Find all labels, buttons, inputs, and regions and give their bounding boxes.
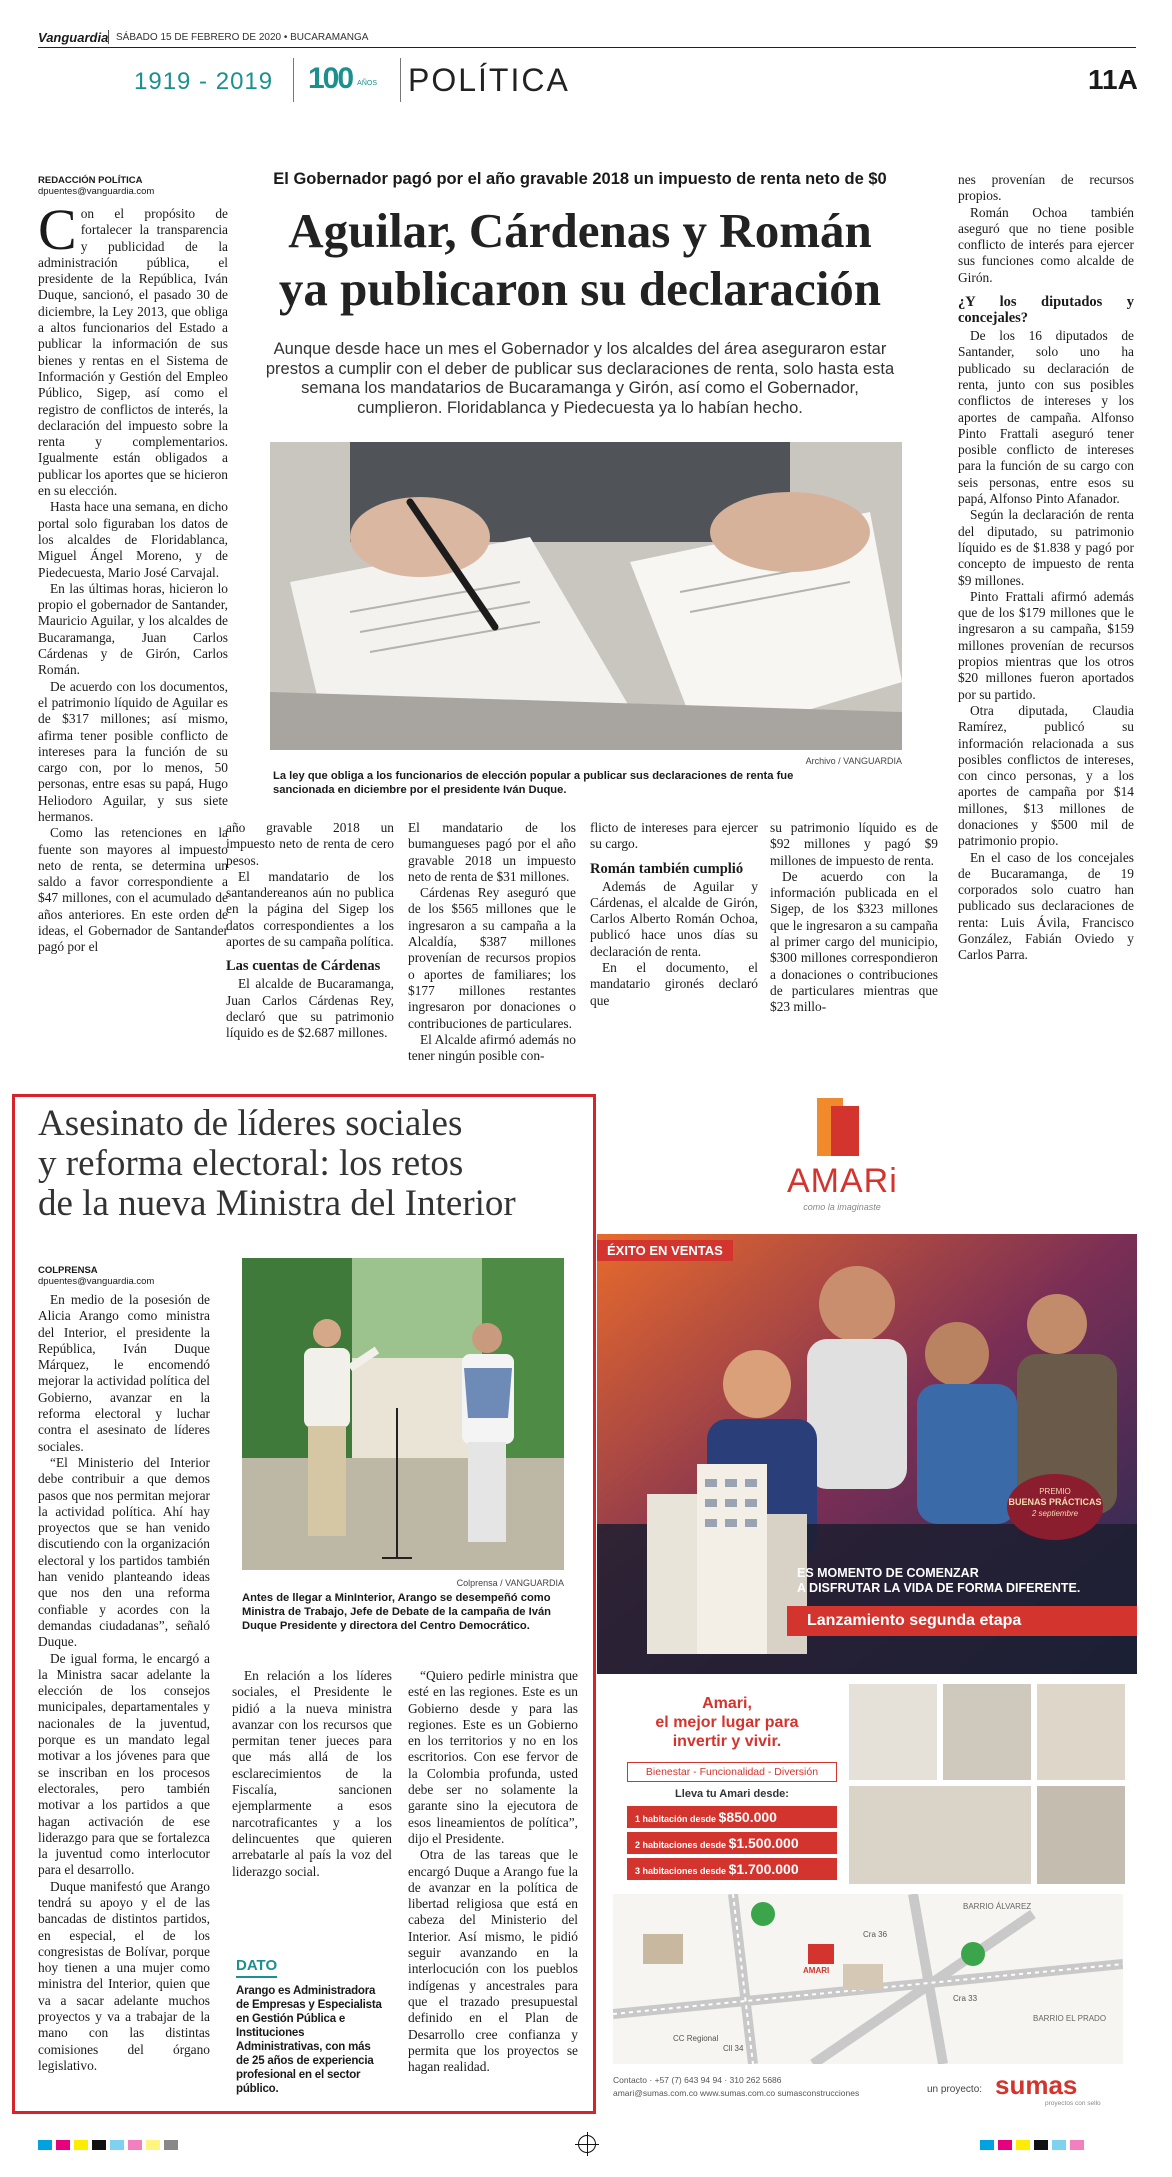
paragraph: Como las retenciones en la fuente son mayores al impuesto neto de renta, se determina un saldo a favor correspondiente a $47 millones, con el acumulado de años anteriores. En este orden de ideas, el Gobernador de Santander pagó por el <box>38 825 228 955</box>
apartment-photo <box>1037 1684 1125 1780</box>
centenary-logo <box>308 62 418 96</box>
signing-document-illustration <box>270 442 902 750</box>
paragraph: De los 16 diputados de Santander, solo uno ha publicado su declaración de renta, junto con sus posibles conflictos de intereses y los aportes de campaña. Alfonso Pinto Frattali aseguró tener posible conflicto de intereses para la función de su cargo con seis personas, entre esos su papá, Alfonso Pinto Afanador. <box>958 328 1134 507</box>
color-swatch <box>1052 2140 1066 2150</box>
dato-label: DATO <box>236 1957 277 1978</box>
paragraph: su patrimonio líquido es de $92 millones y pagó $9 millones de impuesto de renta. <box>770 820 938 868</box>
color-swatch <box>980 2140 994 2150</box>
byline-name: COLPRENSA <box>38 1265 98 1276</box>
second-col-2 <box>232 1668 392 1880</box>
registration-mark-icon <box>578 2135 596 2153</box>
years-label: 1919 - 2019 <box>134 68 274 95</box>
price-value: $850.000 <box>718 1809 777 1825</box>
color-swatch <box>128 2140 142 2150</box>
centenary-years: AÑOS <box>357 80 377 87</box>
main-photo <box>270 442 902 750</box>
paragraph: En el documento, el mandatario gironés declaró que <box>590 960 758 1008</box>
color-swatch <box>110 2140 124 2150</box>
sumas-logo: sumas <box>995 2070 1078 2100</box>
paragraph: De igual forma, le encargó a la Ministra sacar adelante la elección de los consejos municipales, departamentales y nacionales de la juventud, porque es un mandato legal motivar a los jóvenes para que se inscriban en los procesos electorales, pero también motivar a los partidos a que hagan activación de ese liderazgo para que se fortalezca la juventud como interlocutor para el desarrollo. <box>38 1650 210 1878</box>
location-map <box>613 1894 1123 2064</box>
amari-logo-mark <box>817 1098 859 1156</box>
paragraph: Según la declaración de renta del diputado, su patrimonio líquido es de $1.838 y pagó por concepto de impuesto de renta $9 millones. <box>958 507 1134 588</box>
byline-name: REDACCIÓN POLÍTICA <box>38 175 143 186</box>
main-col-4 <box>590 820 758 1009</box>
price-list <box>627 1806 837 1880</box>
pitch-line: Amari, <box>702 1695 752 1712</box>
paragraph: Otra de las tareas que le encargó Duque a Arango fue la de avanzar en la política de libertad religiosa que está en cabeza del Ministerio del Interior. Así mismo, le pidió seguir avanzando en la interlocución con los pueblos indígenas y ancestrales para que el trazado presupuestal definido en el Plan de Desarrollo cree confianza y permita que los proyectos se hagan realidad. <box>408 1847 578 2075</box>
headline-line: Aguilar, Cárdenas y Román <box>288 203 872 258</box>
paragraph: “Quiero pedirle ministra que esté en las regiones. Este es un Gobierno desde y para las regiones. Este es un Gobierno en los territorios y no en los escritorios. Con ese fervor de la Colombia profunda, usted debe ser no solamente la garante sino la ejecutora de esos lineamientos de política”, dijo el Presidente. <box>408 1668 578 1846</box>
second-photo <box>242 1258 564 1570</box>
premio-badge <box>1007 1474 1103 1540</box>
color-swatch <box>998 2140 1012 2150</box>
main-col-3 <box>408 820 576 1064</box>
prices-title: Lleva tu Amari desde: <box>675 1788 789 1800</box>
sumas-sub: proyectos con sello <box>1045 2100 1101 2107</box>
map-label: Cll 34 <box>723 2044 744 2053</box>
map-label: AMARI <box>803 1966 830 1975</box>
map-label: Cra 36 <box>863 1930 888 1939</box>
paragraph: Otra diputada, Claudia Ramírez, publicó su información relacionada a sus posibles conflictos de intereses, con cinco personas, y a los aportes de campaña por $14 millones, $13 millones de donaciones y $500 mil de patrimonio propio. <box>958 702 1134 849</box>
price-label: 2 habitaciones desde <box>635 1840 727 1850</box>
pitch-line: el mejor lugar para <box>655 1714 799 1731</box>
dato-text: Arango es Administradora de Empresas y Especialista en Gestión Pública e Instituciones Administrativas, con más de 25 años de experiencia profesional en el sector público. <box>236 1985 382 2095</box>
second-photo-caption: Antes de llegar a MinInterior, Arango se desempeñó como Ministra de Trabajo, Jefe de Debate de la campaña de Iván Duque Presidente y directora del Centro Democrático. <box>242 1592 552 1632</box>
phone-1: +57 (7) 643 94 94 <box>654 2075 722 2085</box>
print-color-bar <box>980 2140 1136 2150</box>
masthead <box>38 28 1136 108</box>
contact-label: Contacto <box>613 2075 648 2085</box>
paragraph: Cárdenas Rey aseguró que de los $565 millones que le ingresaron a su campaña a la Alcaldía, $387 millones provenían de recursos propios o aportes de familiares; los $177 millones restantes ingresaron por donaciones o contribuciones de particulares. <box>408 885 576 1031</box>
subhead: ¿Y los diputados y concejales? <box>958 294 1134 327</box>
price-row <box>627 1806 837 1828</box>
color-swatch <box>164 2140 178 2150</box>
paragraph: En medio de la posesión de Alicia Arango como ministra del Interior, el presidente la República, Iván Duque Márquez, le encomendó mejorar la actividad política del Gobierno, avanzar en la reforma electoral y luchar contra el asesinato de líderes sociales. <box>38 1292 210 1454</box>
premio-top: PREMIO <box>1039 1487 1071 1496</box>
second-col-3 <box>408 1668 578 2075</box>
apartment-photo <box>849 1684 937 1780</box>
byline-email: dpuentes@vanguardia.com <box>38 1276 155 1287</box>
main-deck: Aunque desde hace un mes el Gobernador y los alcaldes del área aseguraron estar prestos a cumplir con el deber de publicar sus declaraciones de renta, solo hasta esta semana los mandatarios de Bucaramanga y Girón, así como el Gobernador, cumplieron. Floridablanca y Piedecuesta ya lo habían hecho. <box>265 340 895 417</box>
main-col-6 <box>958 172 1134 964</box>
pitch-line: invertir y vivir. <box>672 1733 782 1750</box>
amari-ad <box>597 1094 1137 2114</box>
subhead: Las cuentas de Cárdenas <box>226 958 381 975</box>
ad-pillars: Bienestar - Funcionalidad - Diversión <box>627 1762 837 1782</box>
banner-line: A DISFRUTAR LA VIDA DE FORMA DIFERENTE. <box>797 1581 1081 1595</box>
map-label: CC Regional <box>673 2034 719 2043</box>
paragraph: Hasta hace una semana, en dicho portal solo figuraban los datos de los alcaldes de Floridablanca, Miguel Ángel Moreno, y de Piedecuesta, Mario José Carvajal. <box>38 499 228 580</box>
paragraph: Román Ochoa también aseguró que no tiene posible conflicto de interés para ejercer sus funciones como alcalde de Girón. <box>958 204 1134 285</box>
map-label: Cra 33 <box>953 1994 978 2003</box>
page-number: 11A <box>1088 64 1138 95</box>
paragraph: El mandatario de los bumangueses pagó por el año gravable 2018 un impuesto neto de renta de $31 millones. <box>408 820 576 884</box>
paragraph: En relación a los líderes sociales, el Presidente le pidió a la nueva ministra avanzar con los recursos que permitan tener jueces para que más allá de los esclarecimientos de la Fiscalía, sancionen ejemplarmente a esos narcotraficantes y a los delincuentes que quieren arrebatarle al país la voz del liderazgo social. <box>232 1668 392 1879</box>
ad-pitch <box>617 1694 837 1751</box>
price-value: $1.500.000 <box>728 1835 799 1851</box>
main-photo-credit: Archivo / VANGUARDIA <box>805 756 902 766</box>
swearing-in-illustration <box>242 1258 564 1570</box>
paragraph: “El Ministerio del Interior debe contribuir a que demos pasos que nos permitan mejorar la actividad política. Ahí hay proyectos que se han venido discutiendo con la organización electoral y los partidos también han venido planteando ideas que nos den una reforma confiable y acordes con la demandas ciudadanas”, señaló Duque. <box>38 1454 210 1650</box>
paragraph: Además de Aguilar y Cárdenas, el alcalde de Girón, Carlos Alberto Román Ochoa, publicó hace unos días su declaración de renta. <box>590 878 758 959</box>
paragraph: Pinto Frattali afirmó además que de los $179 millones que le ingresaron a su campaña, $159 millones provenían de recursos propios mientras que los otros $20 millones fueron aportados por su partido. <box>958 588 1134 702</box>
main-col-1 <box>38 197 228 956</box>
masthead-divider <box>108 30 109 44</box>
color-swatch <box>1070 2140 1084 2150</box>
second-byline <box>38 1265 238 1287</box>
map-label: BARRIO EL PRADO <box>1033 2014 1107 2023</box>
main-byline <box>38 175 238 197</box>
second-photo-credit: Colprensa / VANGUARDIA <box>456 1578 564 1588</box>
ad-hero <box>597 1234 1137 1674</box>
apartment-photos <box>849 1684 1125 1884</box>
main-col-5 <box>770 820 938 1016</box>
map-label: BARRIO ÁLVAREZ <box>963 1902 1032 1911</box>
color-swatch <box>38 2140 52 2150</box>
price-value: $1.700.000 <box>728 1861 799 1877</box>
paragraph: on el propósito de fortalecer la transparencia y publicidad de la administración pública, el presidente de la República, Iván Duque, sancionó, el pasado 30 de diciembre, la Ley 2013, que obliga a altos funcionarios del Estado a publicar la información de sus bienes y rentas en el Sistema de Información y Gestión del Empleo Público, Sigep, así como el registro de conflictos de interés, la declaración del impuesto sobre la renta y complementarios. Igualmente están obligados a publicar los aportes que se hicieron en su elección. <box>38 206 228 499</box>
headline-line: de la nueva Ministra del Interior <box>38 1183 516 1224</box>
subhead: Román también cumplió <box>590 860 744 877</box>
paragraph: año gravable 2018 un impuesto neto de renta de cero pesos. <box>226 820 394 868</box>
phone-2: 310 262 5686 <box>729 2075 782 2085</box>
paragraph: El Alcalde afirmó además no tener ningún posible con- <box>408 1031 576 1064</box>
centenary-number: 100 <box>308 62 353 95</box>
paragraph: Duque manifestó que Arango tendrá su apoyo y el de las bancadas de distintos partidos, en especial, el de los congresistas de Bolívar, porque hoy tienen a una mujer como ministra del Interior, quien que va a sacar adelante muchos proyectos y va a trabajar de la mano con las distintas comisiones del órgano legislativo. <box>38 1878 210 2073</box>
banner-line: ES MOMENTO DE COMENZAR <box>797 1566 979 1580</box>
headline-line: y reforma electoral: los retos <box>38 1143 464 1184</box>
masthead-divider <box>400 58 401 102</box>
paragraph: El mandatario de los santandereanos aún no publica en la página del Sigep los datos correspondientes a los aportes de su campaña política. <box>226 868 394 950</box>
headline-line: ya publicaron su declaración <box>278 261 882 316</box>
color-swatch <box>92 2140 106 2150</box>
second-col-1 <box>38 1292 210 2074</box>
color-swatch <box>56 2140 70 2150</box>
masthead-divider <box>293 58 294 102</box>
price-row <box>627 1832 837 1854</box>
main-col-2 <box>226 820 394 1042</box>
apartment-photo <box>1037 1786 1125 1884</box>
exito-badge: ÉXITO EN VENTAS <box>597 1240 733 1261</box>
paragraph: De acuerdo con los documentos, el patrimonio líquido de Aguilar es de $317 millones; así mismo, afirma tener posible conflicto de intereses para la función de su cargo con, por lo menos, 50 personas, entre esas su papá, Hugo Heliodoro Aguilar, y sus siete hermanos. <box>38 678 228 824</box>
paragraph: En las últimas horas, hicieron lo propio el gobernador de Santander, Mauricio Aguilar, y los alcaldes de Bucaramanga, Juan Carlos Cárdenas y de Girón, Carlos Román. <box>38 580 228 678</box>
price-row <box>627 1858 837 1880</box>
byline-email: dpuentes@vanguardia.com <box>38 186 155 197</box>
ad-banner <box>797 1566 1127 1596</box>
apartment-photo <box>849 1786 1031 1884</box>
paragraph: En el caso de los concejales de Bucaramanga, de 19 corporados solo cuatro han publicado sus declaraciones de renta: Luis Ávila, Francisco González, Fabián Oviedo y Carlos Parra. <box>958 849 1134 963</box>
paragraph: El alcalde de Bucaramanga, Juan Carlos Cárdenas Rey, declaró que su patrimonio líquido es de $2.687 millones. <box>226 976 394 1041</box>
un-proyecto: un proyecto: <box>927 2084 983 2095</box>
amari-logo-text: AMARi <box>787 1162 898 1200</box>
amari-tagline: como la imaginaste <box>803 1202 881 1212</box>
price-label: 3 habitaciones desde <box>635 1866 727 1876</box>
dato-box <box>236 1955 386 2096</box>
color-swatch <box>1016 2140 1030 2150</box>
paragraph: nes provenían de recursos propios. <box>958 172 1134 204</box>
paragraph: flicto de intereses para ejercer su cargo. <box>590 820 758 852</box>
premio-mid: BUENAS PRÁCTICAS <box>1008 1497 1102 1507</box>
apartment-photo <box>943 1684 1031 1780</box>
color-swatch <box>74 2140 88 2150</box>
launch-banner: Lanzamiento segunda etapa <box>787 1606 1137 1636</box>
dateline: SÁBADO 15 DE FEBRERO DE 2020 • BUCARAMANGA <box>116 32 369 43</box>
section-title: POLÍTICA <box>408 62 570 98</box>
masthead-rule <box>38 47 1136 48</box>
dropcap: C <box>38 197 77 262</box>
ad-contact: Contacto · +57 (7) 643 94 94 · 310 262 5686 amari@sumas.com.co www.sumas.com.co sumasconstrucciones <box>613 2074 943 2100</box>
premio-bot: 2 septiembre <box>1031 1509 1079 1518</box>
color-swatch <box>1034 2140 1048 2150</box>
headline-line: Asesinato de líderes sociales <box>38 1103 463 1144</box>
main-headline <box>240 202 920 318</box>
paragraph: De acuerdo con la información publicada en el Sigep, de los $323 millones que le ingresaron a su campaña al primer cargo del municipio, $300 millones correspondieron a donaciones o contribuciones de particulares mientras que $23 millo- <box>770 868 938 1015</box>
main-photo-caption: La ley que obliga a los funcionarios de elección popular a publicar sus declaraciones de renta fue sancionada en diciembre por el presidente Iván Duque. <box>273 770 794 796</box>
contact-web: amari@sumas.com.co www.sumas.com.co sumasconstrucciones <box>613 2088 860 2098</box>
second-headline <box>38 1104 578 1224</box>
main-kicker: El Gobernador pagó por el año gravable 2018 un impuesto de renta neto de $0 <box>273 170 887 188</box>
price-label: 1 habitación desde <box>635 1814 717 1824</box>
color-swatch <box>146 2140 160 2150</box>
brand-logo: Vanguardia <box>38 30 109 45</box>
